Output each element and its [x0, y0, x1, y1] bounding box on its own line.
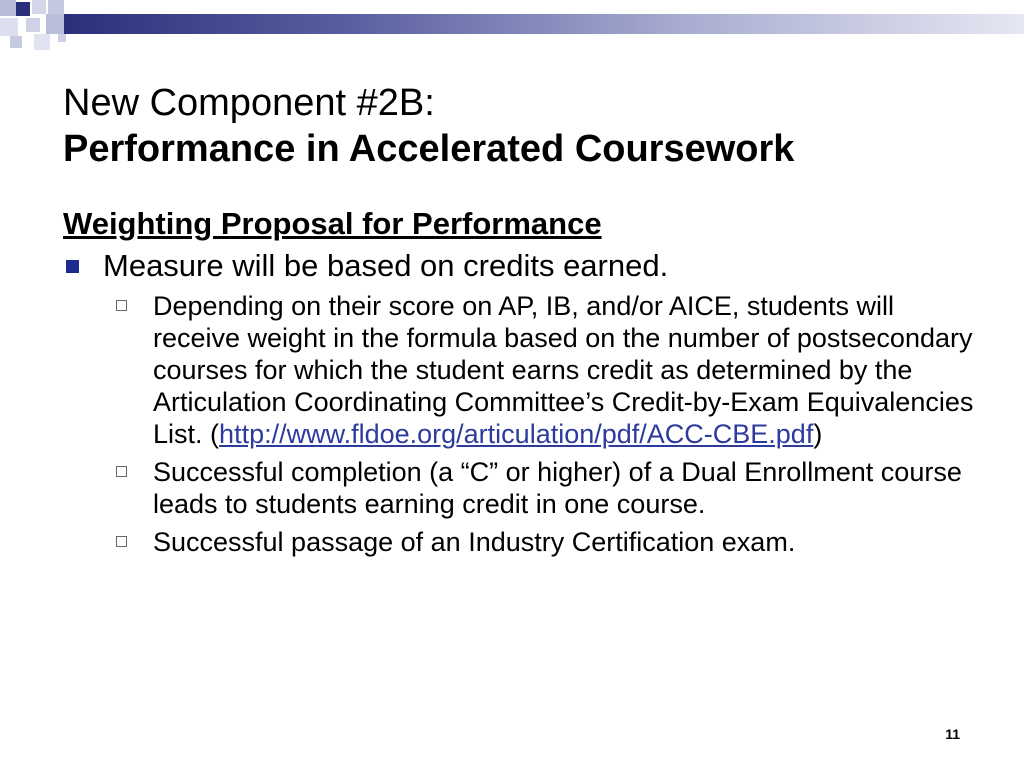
decor-square — [34, 34, 50, 50]
paren-close: ) — [813, 419, 823, 449]
paren-open: ( — [210, 419, 220, 449]
sub-bullet-text: Depending on their score on AP, IB, and/or AICE, students will receive weight in the formula based on the number of postsecondary courses for which the student earns credit as determined by the Articulation Coordinating Committee’s Credit-by-Exam Equivalencies List. — [153, 291, 974, 449]
bullet-item — [63, 246, 983, 286]
bullet-text: Measure will be based on credits earned. — [103, 248, 669, 283]
decor-square — [10, 36, 22, 48]
decor-square — [26, 18, 40, 32]
hollow-square-icon — [116, 536, 127, 547]
filled-square-icon — [66, 260, 79, 273]
decor-square — [46, 14, 66, 34]
decor-square — [0, 0, 16, 16]
sub-bullet-item — [63, 456, 983, 520]
decor-square — [0, 18, 18, 36]
title-line-2: Performance in Accelerated Coursework — [63, 128, 795, 170]
decor-square — [16, 2, 30, 16]
hollow-square-icon — [116, 466, 127, 477]
title-line-1: New Component #2B: — [63, 82, 435, 124]
reference-link[interactable]: http://www.fldoe.org/articulation/pdf/ACC-CBE.pdf — [219, 419, 814, 449]
decor-square — [32, 0, 46, 14]
header-gradient-bar — [64, 14, 1024, 34]
sub-bullet-text: Successful passage of an Industry Certification exam. — [153, 527, 796, 557]
slide-title — [63, 80, 1003, 172]
hollow-square-icon — [116, 300, 127, 311]
slide-body — [63, 204, 983, 564]
sub-bullet-text: Successful completion (a “C” or higher) of a Dual Enrollment course leads to students earning credit in one course. — [153, 457, 962, 519]
decor-square — [58, 34, 66, 42]
slide-number: 11 — [945, 726, 960, 742]
sub-bullet-item — [63, 290, 983, 450]
sub-bullet-item — [63, 526, 983, 558]
section-heading: Weighting Proposal for Performance — [63, 206, 602, 241]
